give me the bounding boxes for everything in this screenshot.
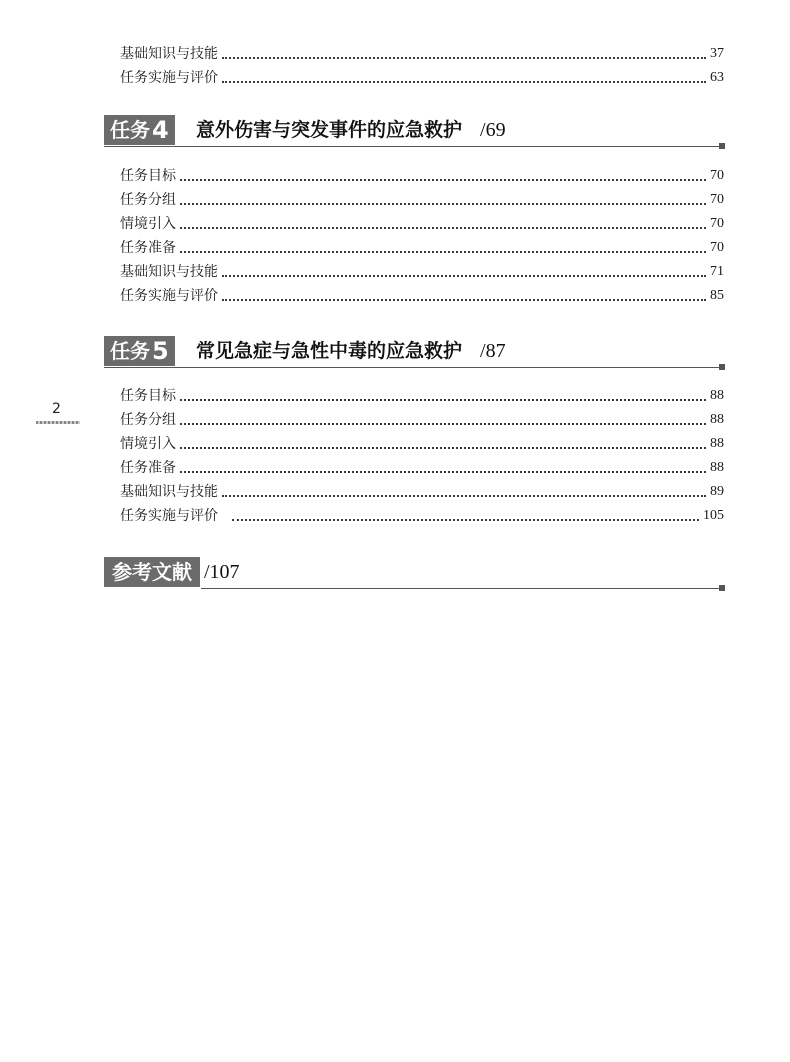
toc-entry[interactable] — [120, 237, 724, 257]
leader-dots — [222, 81, 706, 83]
toc-entry-page: 63 — [710, 70, 724, 85]
toc-entry[interactable] — [120, 165, 724, 185]
leader-dots — [222, 275, 706, 277]
toc-entry-label: 任务实施与评价 — [120, 288, 218, 304]
toc-entry-label: 情境引入 — [120, 216, 176, 232]
toc-entry[interactable] — [120, 43, 724, 63]
section-title-text: 意外伤害与突发事件的应急救护 — [196, 119, 463, 141]
toc-entry-page: 37 — [710, 46, 724, 61]
leader-dots — [222, 495, 706, 497]
section-rule-end-mark — [719, 585, 725, 591]
badge-text: 参考文献 — [112, 560, 192, 584]
leader-dots — [180, 227, 706, 229]
section-header-task-5[interactable] — [104, 336, 725, 366]
section-rule — [201, 588, 725, 589]
leader-dots — [180, 423, 706, 425]
page-number-rule — [36, 421, 80, 424]
section-rule — [104, 367, 725, 368]
leader-dots — [180, 471, 706, 473]
toc-entry-label: 任务分组 — [120, 192, 176, 208]
section-rule-end-mark — [719, 143, 725, 149]
leader-dots — [180, 179, 706, 181]
section-title — [196, 336, 506, 366]
toc-entry[interactable] — [120, 409, 724, 429]
toc-entry-label: 基础知识与技能 — [120, 46, 218, 62]
leader-dots — [180, 399, 706, 401]
toc-entry-page: 70 — [710, 216, 724, 231]
section-rule — [104, 146, 725, 147]
section-title-text: 常见急症与急性中毒的应急救护 — [196, 340, 463, 362]
section-header-references[interactable] — [104, 557, 725, 587]
toc-entry-page: 88 — [710, 460, 724, 475]
toc-entry[interactable] — [120, 285, 724, 305]
section-header-task-4[interactable] — [104, 115, 725, 145]
section-badge — [104, 336, 175, 366]
toc-entry-page: 89 — [710, 484, 724, 499]
toc-entry-page: 88 — [710, 412, 724, 427]
toc-entry-label: 基础知识与技能 — [120, 264, 218, 280]
toc-entry[interactable] — [120, 385, 724, 405]
section-page: /107 — [204, 561, 240, 583]
toc-entry-label: 任务分组 — [120, 412, 176, 428]
toc-entry[interactable] — [120, 67, 724, 87]
section-page: /69 — [480, 119, 506, 141]
toc-entry[interactable] — [120, 189, 724, 209]
section-page: /87 — [480, 340, 506, 362]
toc-entry[interactable] — [120, 505, 724, 525]
badge-text: 任务 — [110, 339, 150, 363]
section-rule-end-mark — [719, 364, 725, 370]
toc-entry-page: 70 — [710, 192, 724, 207]
page-number: 2 — [52, 401, 61, 417]
toc-entry-label: 任务目标 — [120, 168, 176, 184]
toc-entry-page: 70 — [710, 168, 724, 183]
toc-entry[interactable] — [120, 261, 724, 281]
section-badge — [104, 557, 200, 587]
leader-dots — [222, 299, 706, 301]
toc-entry-page: 105 — [703, 508, 724, 523]
toc-entry-label: 任务实施与评价 — [120, 70, 218, 86]
toc-entry-page: 85 — [710, 288, 724, 303]
toc-entry-label: 任务实施与评价 — [120, 508, 218, 524]
section-badge — [104, 115, 175, 145]
leader-dots — [180, 447, 706, 449]
toc-entry-label: 任务准备 — [120, 460, 176, 476]
toc-entry-page: 88 — [710, 436, 724, 451]
section-title — [196, 115, 506, 145]
toc-entry[interactable] — [120, 433, 724, 453]
toc-entry-label: 基础知识与技能 — [120, 484, 218, 500]
toc-entry-page: 70 — [710, 240, 724, 255]
toc-entry[interactable] — [120, 457, 724, 477]
section-title — [204, 557, 240, 587]
badge-number: 4 — [152, 116, 169, 144]
toc-entry-label: 任务准备 — [120, 240, 176, 256]
leader-dots — [180, 203, 706, 205]
leader-dots — [180, 251, 706, 253]
toc-entry-page: 88 — [710, 388, 724, 403]
leader-dots — [222, 57, 706, 59]
toc-entry[interactable] — [120, 213, 724, 233]
toc-entry-label: 情境引入 — [120, 436, 176, 452]
badge-text: 任务 — [110, 118, 150, 142]
toc-entry[interactable] — [120, 481, 724, 501]
badge-number: 5 — [152, 337, 169, 365]
toc-entry-page: 71 — [710, 264, 724, 279]
leader-dots — [232, 519, 699, 521]
toc-entry-label: 任务目标 — [120, 388, 176, 404]
